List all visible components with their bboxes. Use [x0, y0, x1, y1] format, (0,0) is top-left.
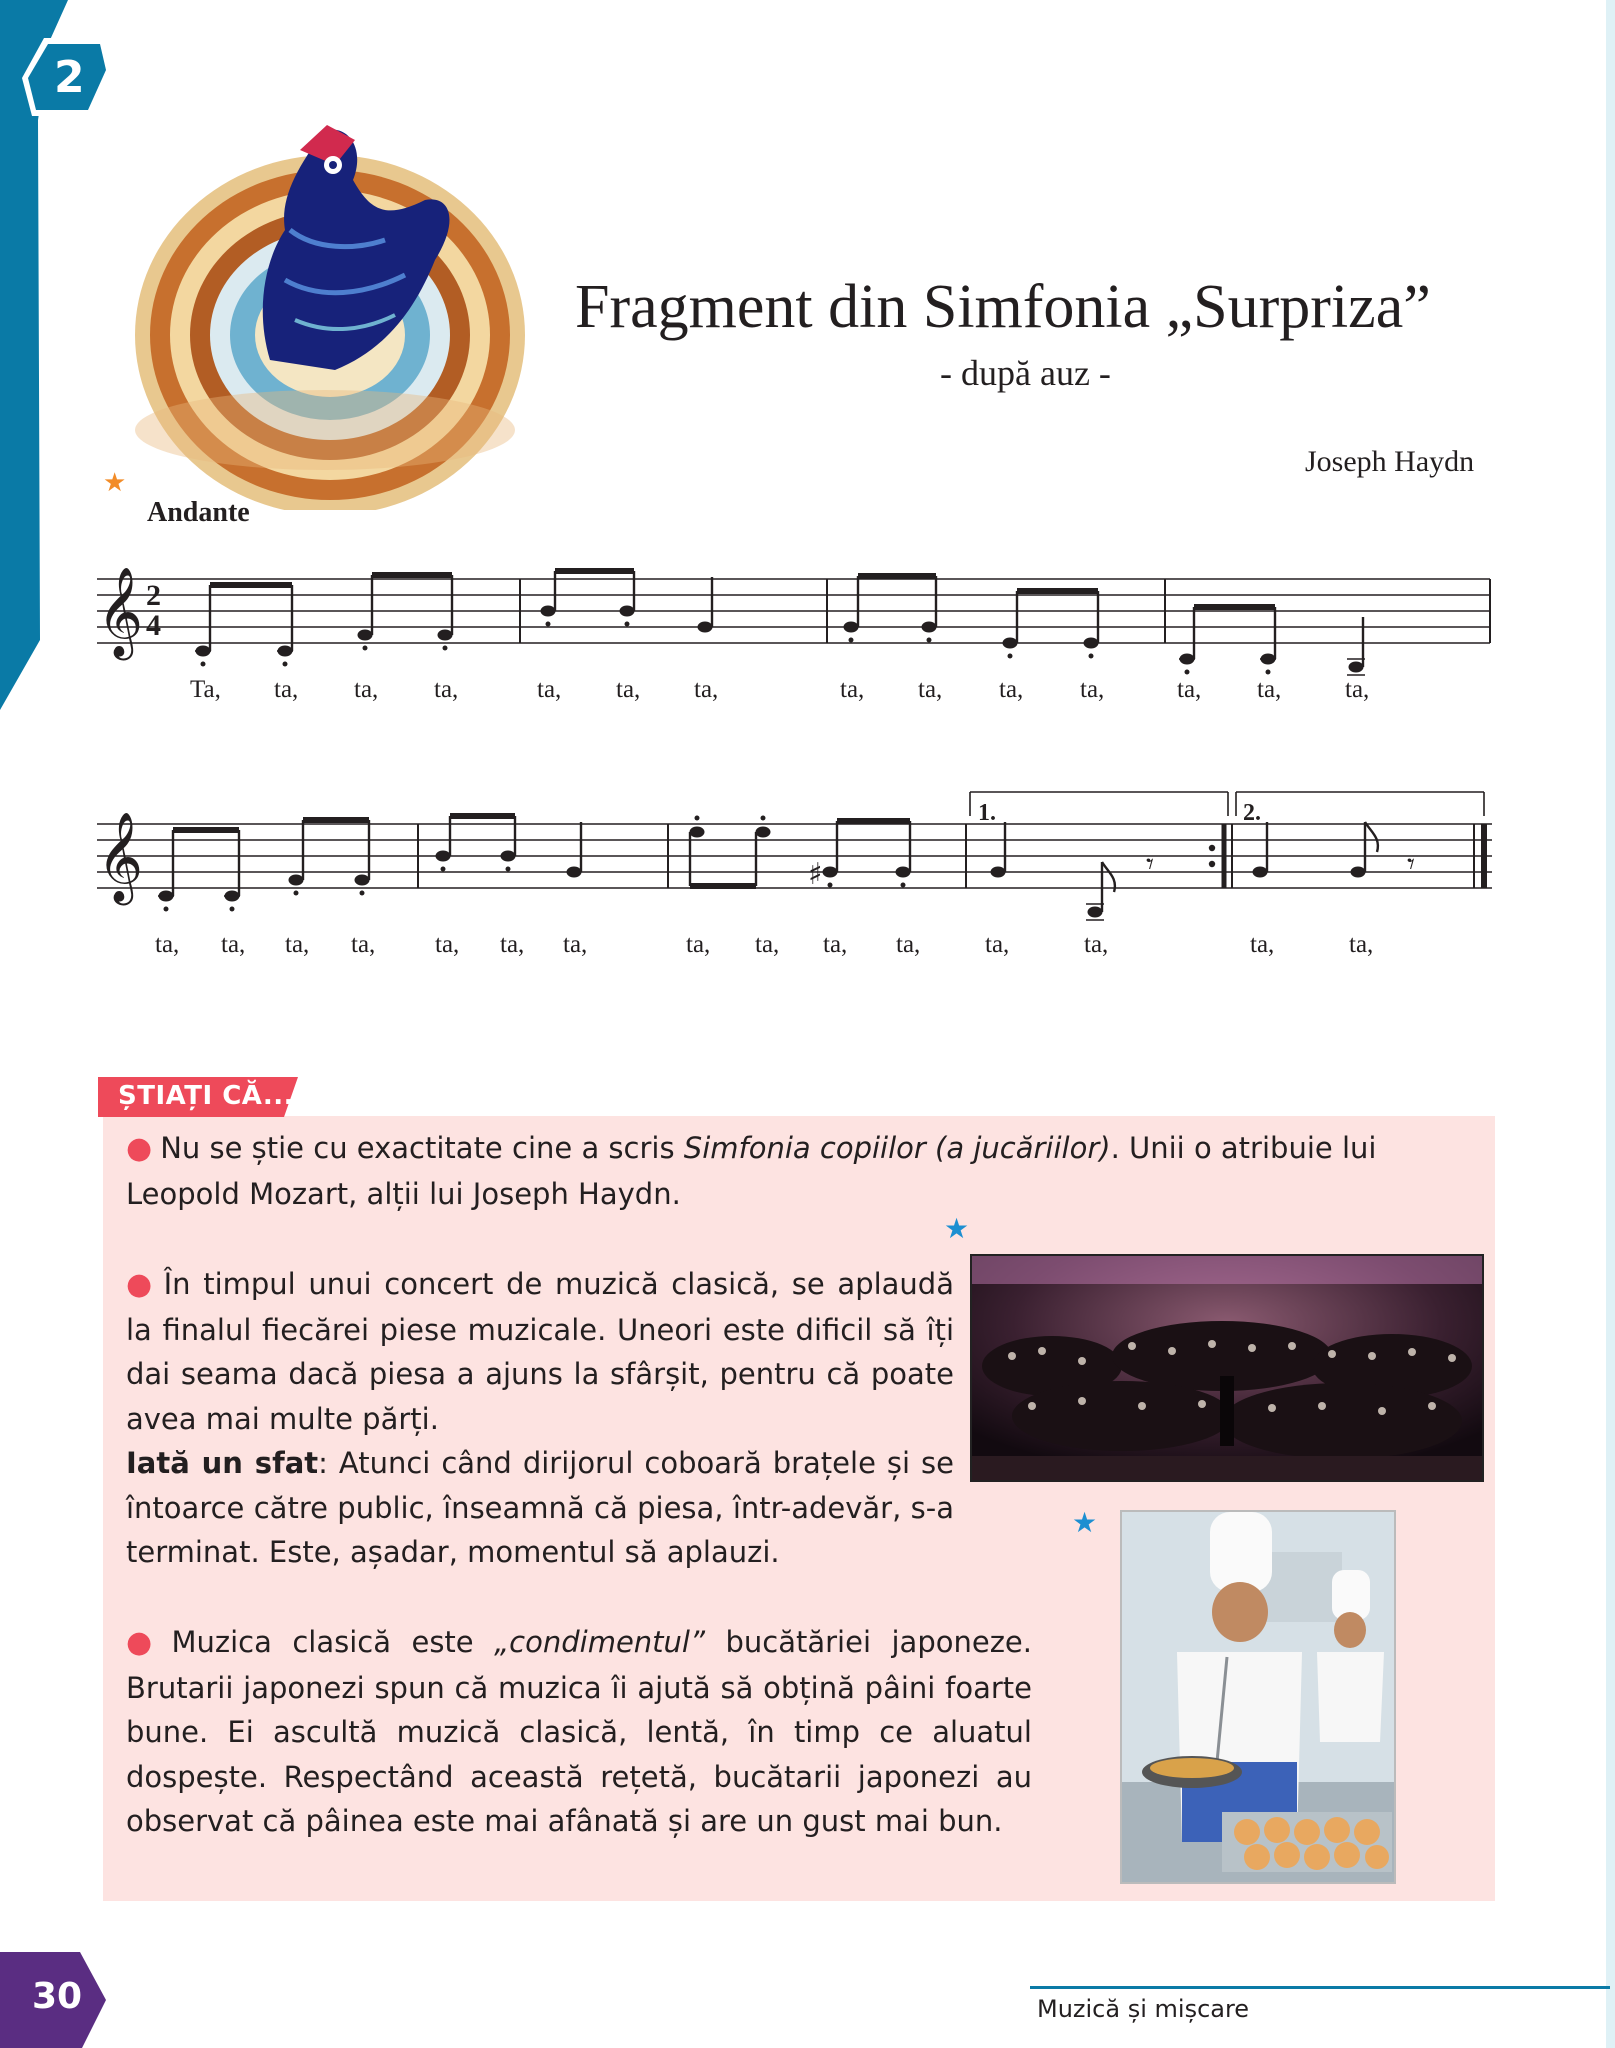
lyric-syllable: ta, — [221, 931, 246, 958]
time-sig-top: 2 — [146, 579, 161, 612]
chapter-number: 2 — [54, 52, 85, 103]
music-staff-line-2 — [0, 0, 1615, 980]
lyric-syllable: ta, — [434, 676, 459, 703]
volta-1-label: 1. — [978, 800, 996, 826]
lyric-syllable: ta, — [999, 676, 1024, 703]
lyric-syllable: ta, — [840, 676, 865, 703]
volta-2-label: 2. — [1243, 800, 1261, 826]
lyric-syllable: ta, — [1345, 676, 1370, 703]
page-number-badge — [0, 1952, 110, 2048]
lyric-syllable: ta, — [537, 676, 562, 703]
chefs-photo — [1120, 1510, 1396, 1884]
treble-clef-icon: 𝄞 — [97, 567, 144, 657]
bullet-icon: ● — [126, 1625, 164, 1660]
lyric-syllable: ta, — [351, 931, 376, 958]
lyric-syllable: ta, — [918, 676, 943, 703]
bullet-icon: ● — [126, 1131, 153, 1166]
lyric-syllable: ta, — [1250, 931, 1275, 958]
info-header: ȘTIAȚI CĂ... — [118, 1081, 295, 1111]
star-icon: ★ — [103, 468, 127, 498]
tempo-marking: Andante — [147, 497, 250, 528]
orchestra-photo — [970, 1254, 1484, 1482]
treble-clef-icon: 𝄞 — [97, 812, 144, 902]
lyric-syllable: ta, — [1349, 931, 1374, 958]
lyric-syllable: ta, — [686, 931, 711, 958]
eighth-rest-icon: 𝄾 — [1146, 847, 1154, 882]
fact-paragraph-2: ● În timpul unui concert de muzică clasică, se aplaudă la finalul fiecărei piese muzicale. Uneori este dificil să îți dai seama dacă piesa a ajuns la sfârșit, pentru că poate avea mai multe părți. Iată un sfat: Atunci când dirijorul coboară brațele și se întoarce către public, înseamnă că piesa, într-adevăr, s-a terminat. Este, așadar, momentul să aplauzi. — [126, 1267, 954, 1569]
footer-rule — [1030, 1986, 1610, 1989]
sharp-sign-icon: ♯ — [808, 857, 823, 892]
lyric-syllable: ta, — [823, 931, 848, 958]
star-icon: ★ — [1072, 1506, 1098, 1539]
lyric-syllable: ta, — [500, 931, 525, 958]
lyric-syllable: ta, — [274, 676, 299, 703]
fact-paragraph-1: ● Nu se știe cu exactitate cine a scris Simfonia copiilor (a jucăriilor). Unii o atribuie lui Leopold Mozart, alții lui Joseph Haydn. — [126, 1131, 1377, 1211]
lyric-syllable: ta, — [435, 931, 460, 958]
lyric-syllable: ta, — [1080, 676, 1105, 703]
lyric-syllable: ta, — [1257, 676, 1282, 703]
bullet-icon: ● — [126, 1267, 156, 1302]
footer-text: Muzică și mișcare — [1037, 1995, 1250, 2023]
time-sig-bottom: 4 — [146, 609, 161, 642]
lyric-syllable: ta, — [563, 931, 588, 958]
info-header-tab — [98, 1077, 298, 1117]
fact-paragraph-3: ● Muzica clasică este „condimentul” bucătăriei japoneze. Brutarii japonezi spun că muzica îi ajută să obțină pâini foarte bune. Ei ascultă muzică clasică, lentă, în timp ce aluatul dospește. Respectând această rețetă, bucătarii japonezi au observat că pâinea este mai afânată și are un gust mai bun. — [126, 1625, 1032, 1838]
lyric-syllable: ta, — [1177, 676, 1202, 703]
lyric-syllable: ta, — [755, 931, 780, 958]
lyric-syllable: ta, — [1084, 931, 1109, 958]
lyric-syllable: Ta, — [190, 676, 221, 703]
lyric-syllable: ta, — [155, 931, 180, 958]
page-number: 30 — [32, 1976, 83, 2017]
star-icon: ★ — [944, 1212, 970, 1245]
lyric-syllable: ta, — [985, 931, 1010, 958]
lyric-syllable: ta, — [354, 676, 379, 703]
lyric-syllable: ta, — [694, 676, 719, 703]
eighth-rest-icon: 𝄾 — [1407, 847, 1415, 882]
lyric-syllable: ta, — [896, 931, 921, 958]
lyric-syllable: ta, — [616, 676, 641, 703]
song-title: Fragment din Simfonia „Surpriza” — [575, 273, 1431, 341]
lyric-syllable: ta, — [285, 931, 310, 958]
song-subtitle: - după auz - — [940, 353, 1111, 393]
composer-name: Joseph Haydn — [1305, 445, 1475, 478]
